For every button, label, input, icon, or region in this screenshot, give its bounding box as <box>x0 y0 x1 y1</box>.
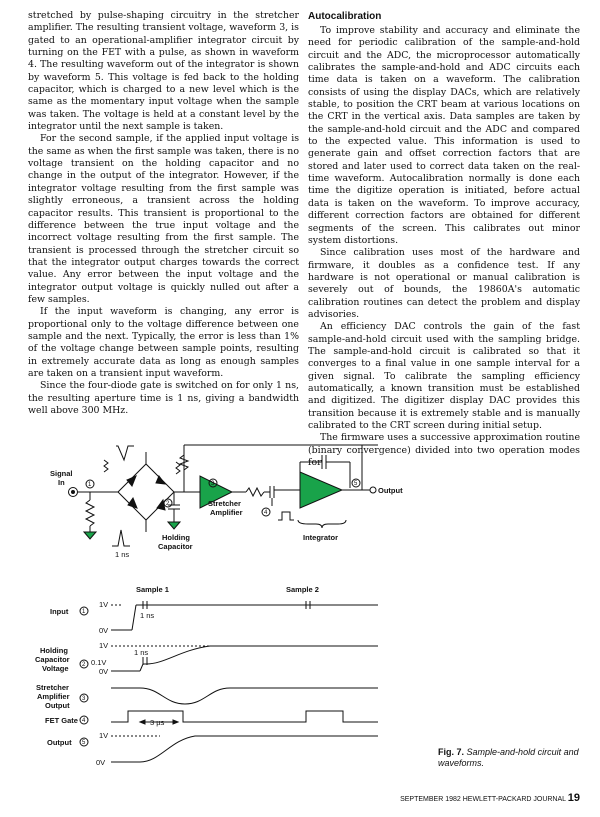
node-2-number: 2 <box>166 501 170 507</box>
waveform-diagram <box>35 585 378 767</box>
holding-0v-label: 0V <box>99 667 109 676</box>
left-paragraph-1: stretched by pulse-shaping circuitry in the stretcher amplifier. The resulting transient voltage, waveform 3, is gated to an operational-amplifier integrator circuit by turning on the FET with a pulse, as shown in waveform 4. The resulting waveform out of the integrator is shown by waveform 5. This voltage is fed back to the holding capacitor, which is charged to a new level which is the same as the momentary input voltage when the sample was taken. The voltage is held at a constant level by the integrator until the next sample is taken. <box>28 10 299 133</box>
holding-1v-label: 1V <box>99 641 109 650</box>
holding-01v-label: 0.1V <box>91 658 107 667</box>
figure-caption <box>438 747 588 769</box>
pulse-width-label: 1 ns <box>115 550 130 559</box>
node-5-number: 5 <box>354 481 358 487</box>
node-1-number: 1 <box>88 482 92 488</box>
integrator-brace <box>298 520 346 528</box>
fet-3us-label: 3 µs <box>150 718 165 727</box>
holding-waveform <box>140 646 378 671</box>
integrator-label: Integrator <box>303 533 339 542</box>
termination-resistor-icon <box>86 500 94 526</box>
holding-1ns-label: 1 ns <box>134 648 149 657</box>
output-wave-label: Output <box>47 738 72 747</box>
node-3-number: 3 <box>211 481 215 487</box>
stretcher-label-2: Amplifier <box>210 508 243 517</box>
right-paragraph-3: An efficiency DAC controls the gain of the fast sample-and-hold circuit used with the sampling bridge. The sample-and-hold circuit is calibrated so that it converges to a final value in one sample interval for a given signal. To calibrate the sampling efficiency automatically, a known transition must be established and digitized. The digitizer display DAC provides this transition because it is extremely stable and is manually calibrated to the CRT screen during initial setup. <box>308 321 580 431</box>
signal-in-label-2: In <box>58 478 65 487</box>
output-1v-label: 1V <box>99 731 109 740</box>
left-paragraph-2: For the second sample, if the applied input voltage is the same as when the first sample was taken, there is no voltage transient on the holding capacitor and no change in the output of the integrator. However, if the integrator voltage resulting from the first sample was slightly erroneous, a transient across the holding capacitor results. This transient is proportional to the difference between the true input voltage and the incorrect voltage resulting from the first sample. The transient is processed through the stretcher circuit so that the integrator output charges towards the correct value. Any error between the input voltage and the integrator output voltage is quickly nulled out after a few samples. <box>28 133 299 305</box>
fet-gate-label: FET Gate <box>45 716 78 725</box>
integrator-amplifier-icon <box>300 472 342 508</box>
input-0v-label: 0V <box>99 626 109 635</box>
output-waveform <box>111 736 378 762</box>
stretcher-out-label-2: Amplifier <box>37 692 70 701</box>
gate-pulse-bottom-icon <box>112 530 130 546</box>
output-terminal-icon <box>370 487 376 493</box>
section-heading: Autocalibration <box>308 11 382 22</box>
right-paragraph-2: Since calibration uses most of the hardware and firmware, it doubles as a confidence test. If any hardware is not operational or manual calibration is severely out of bounds, the 19860A's automatic calibration routines can detect the problem and display advisories. <box>308 247 580 320</box>
input-1ns-label: 1 ns <box>140 611 155 620</box>
holding-node-number: 2 <box>82 662 86 668</box>
gate-pulse-top-icon <box>116 446 134 460</box>
figure-number: Fig. 7. <box>438 747 465 757</box>
holding-label-1: Holding <box>40 646 68 655</box>
left-paragraph-4: Since the four-diode gate is switched on for only 1 ns, the resulting aperture time is 1 ns, giving a bandwidth well above 300 MHz. <box>28 380 299 416</box>
right-paragraph-1: To improve stability and accuracy and eliminate the need for periodic calibration of the sample-and-hold circuit and the ADC, the microprocessor automatically calibrates the sample-and-hold and ADC circuits each time data is taken on a waveform. The calibration consists of using the display DACs, which are relatively stable, to position the CRT beam at various locations on the CRT in the vertical axis. Data samples are taken by the sample-and-hold circuit and the ADC and compared to the expected value. This information is used to generate gain and offset correction factors that are stored and later used to correct data taken on the real-time waveform. Autocalibration normally is done each time the digitize operation is initiated, before actual data is taken on the waveform. To improve accuracy, different correction factors are obtained for different segments of the screen. This calibrates out minor system distortions. <box>308 25 580 246</box>
node-4-number: 4 <box>264 510 268 516</box>
sample-1-label: Sample 1 <box>136 585 169 594</box>
signal-in-label-1: Signal <box>50 469 73 478</box>
holding-label-2: Capacitor <box>35 655 70 664</box>
page-number: 19 <box>567 792 580 804</box>
sample-2-label: Sample 2 <box>286 585 319 594</box>
ground-icon <box>84 532 96 539</box>
holding-capacitor-label-2: Capacitor <box>158 542 193 551</box>
input-label: Input <box>50 607 69 616</box>
right-paragraph-4: The firmware uses a successive approximation routine (binary convergence) divided into two operation modes for <box>308 432 580 469</box>
stretcher-label-1: Stretcher <box>208 499 241 508</box>
output-label: Output <box>378 486 403 495</box>
page-footer <box>380 792 580 804</box>
stretcher-waveform <box>111 688 378 704</box>
input-1v-label: 1V <box>99 600 109 609</box>
fet-node-number: 4 <box>82 718 86 724</box>
fet-gate-pulse-icon <box>278 512 294 520</box>
holding-capacitor-label-1: Holding <box>162 533 190 542</box>
holding-label-3: Voltage <box>42 664 69 673</box>
stretcher-out-label-1: Stretcher <box>36 683 69 692</box>
output-node-number: 5 <box>82 740 86 746</box>
diode-bridge-icon <box>118 464 174 520</box>
output-0v-label: 0V <box>96 758 106 767</box>
stretcher-out-label-3: Output <box>45 701 70 710</box>
input-node-number: 1 <box>82 609 86 615</box>
footer-text: SEPTEMBER 1982 HEWLETT-PACKARD JOURNAL <box>400 796 566 803</box>
left-paragraph-3: If the input waveform is changing, any error is proportional only to the voltage difference between one sample and the next. Typically, the error is less than 1% of the voltage change between sample points, resulting in extremely accurate data as long as enough samples are taken on a transient input waveform. <box>28 306 299 379</box>
figure-caption-text: Sample-and-hold circuit and waveforms. <box>438 747 579 768</box>
schematic <box>50 445 403 559</box>
stretcher-node-number: 3 <box>82 696 86 702</box>
